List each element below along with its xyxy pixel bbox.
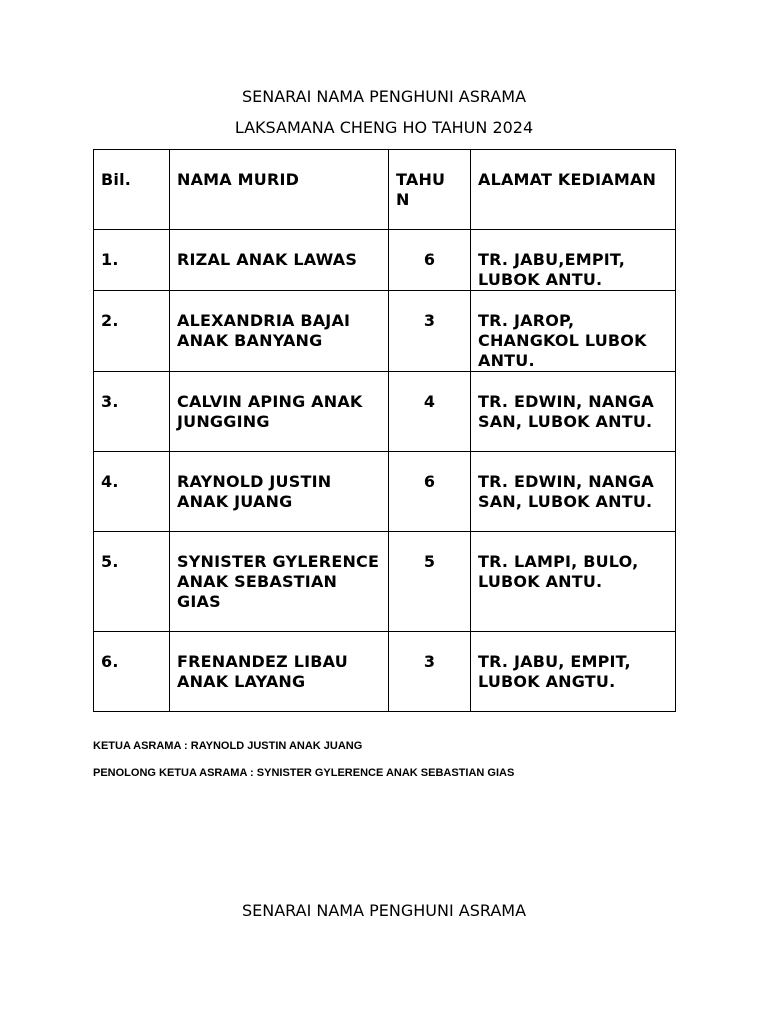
cell-bil: 5. (94, 532, 170, 632)
table-row (94, 532, 676, 632)
cell-alamat: TR. EDWIN, NANGA SAN, LUBOK ANTU. (471, 372, 676, 452)
header-bil: Bil. (94, 150, 170, 230)
cell-alamat: TR. JAROP, CHANGKOL LUBOK ANTU. (471, 291, 676, 372)
table-header-row (94, 150, 676, 230)
cell-bil: 4. (94, 452, 170, 532)
header-alamat: ALAMAT KEDIAMAN (471, 150, 676, 230)
resident-table (93, 149, 676, 712)
cell-alamat: TR. JABU, EMPIT, LUBOK ANGTU. (471, 632, 676, 712)
cell-bil: 3. (94, 372, 170, 452)
cell-tahun: 6 (389, 230, 471, 291)
cell-tahun: 3 (389, 291, 471, 372)
table-row (94, 632, 676, 712)
header-nama-murid: NAMA MURID (170, 150, 389, 230)
cell-tahun: 6 (389, 452, 471, 532)
cell-nama: ALEXANDRIA BAJAI ANAK BANYANG (170, 291, 389, 372)
cell-alamat: TR. LAMPI, BULO, LUBOK ANTU. (471, 532, 676, 632)
document-title-line-1: SENARAI NAMA PENGHUNI ASRAMA (241, 87, 527, 106)
table-row (94, 230, 676, 291)
next-page-title: SENARAI NAMA PENGHUNI ASRAMA (241, 901, 527, 920)
table-row (94, 291, 676, 372)
table-row (94, 372, 676, 452)
header-tahun: TAHU N (389, 150, 471, 230)
cell-nama: RAYNOLD JUSTIN ANAK JUANG (170, 452, 389, 532)
cell-tahun: 4 (389, 372, 471, 452)
cell-nama: FRENANDEZ LIBAU ANAK LAYANG (170, 632, 389, 712)
document-title-line-2: LAKSAMANA CHENG HO TAHUN 2024 (234, 118, 534, 137)
cell-nama: CALVIN APING ANAK JUNGGING (170, 372, 389, 452)
cell-tahun: 3 (389, 632, 471, 712)
cell-tahun: 5 (389, 532, 471, 632)
cell-nama: RIZAL ANAK LAWAS (170, 230, 389, 291)
cell-alamat: TR. JABU,EMPIT, LUBOK ANTU. (471, 230, 676, 291)
cell-bil: 1. (94, 230, 170, 291)
penolong-ketua-asrama-note: PENOLONG KETUA ASRAMA : SYNISTER GYLERENCE ANAK SEBASTIAN GIAS (93, 767, 515, 779)
cell-bil: 2. (94, 291, 170, 372)
table-row (94, 452, 676, 532)
cell-nama: SYNISTER GYLERENCE ANAK SEBASTIAN GIAS (170, 532, 389, 632)
cell-alamat: TR. EDWIN, NANGA SAN, LUBOK ANTU. (471, 452, 676, 532)
ketua-asrama-note: KETUA ASRAMA : RAYNOLD JUSTIN ANAK JUANG (93, 740, 363, 752)
cell-bil: 6. (94, 632, 170, 712)
